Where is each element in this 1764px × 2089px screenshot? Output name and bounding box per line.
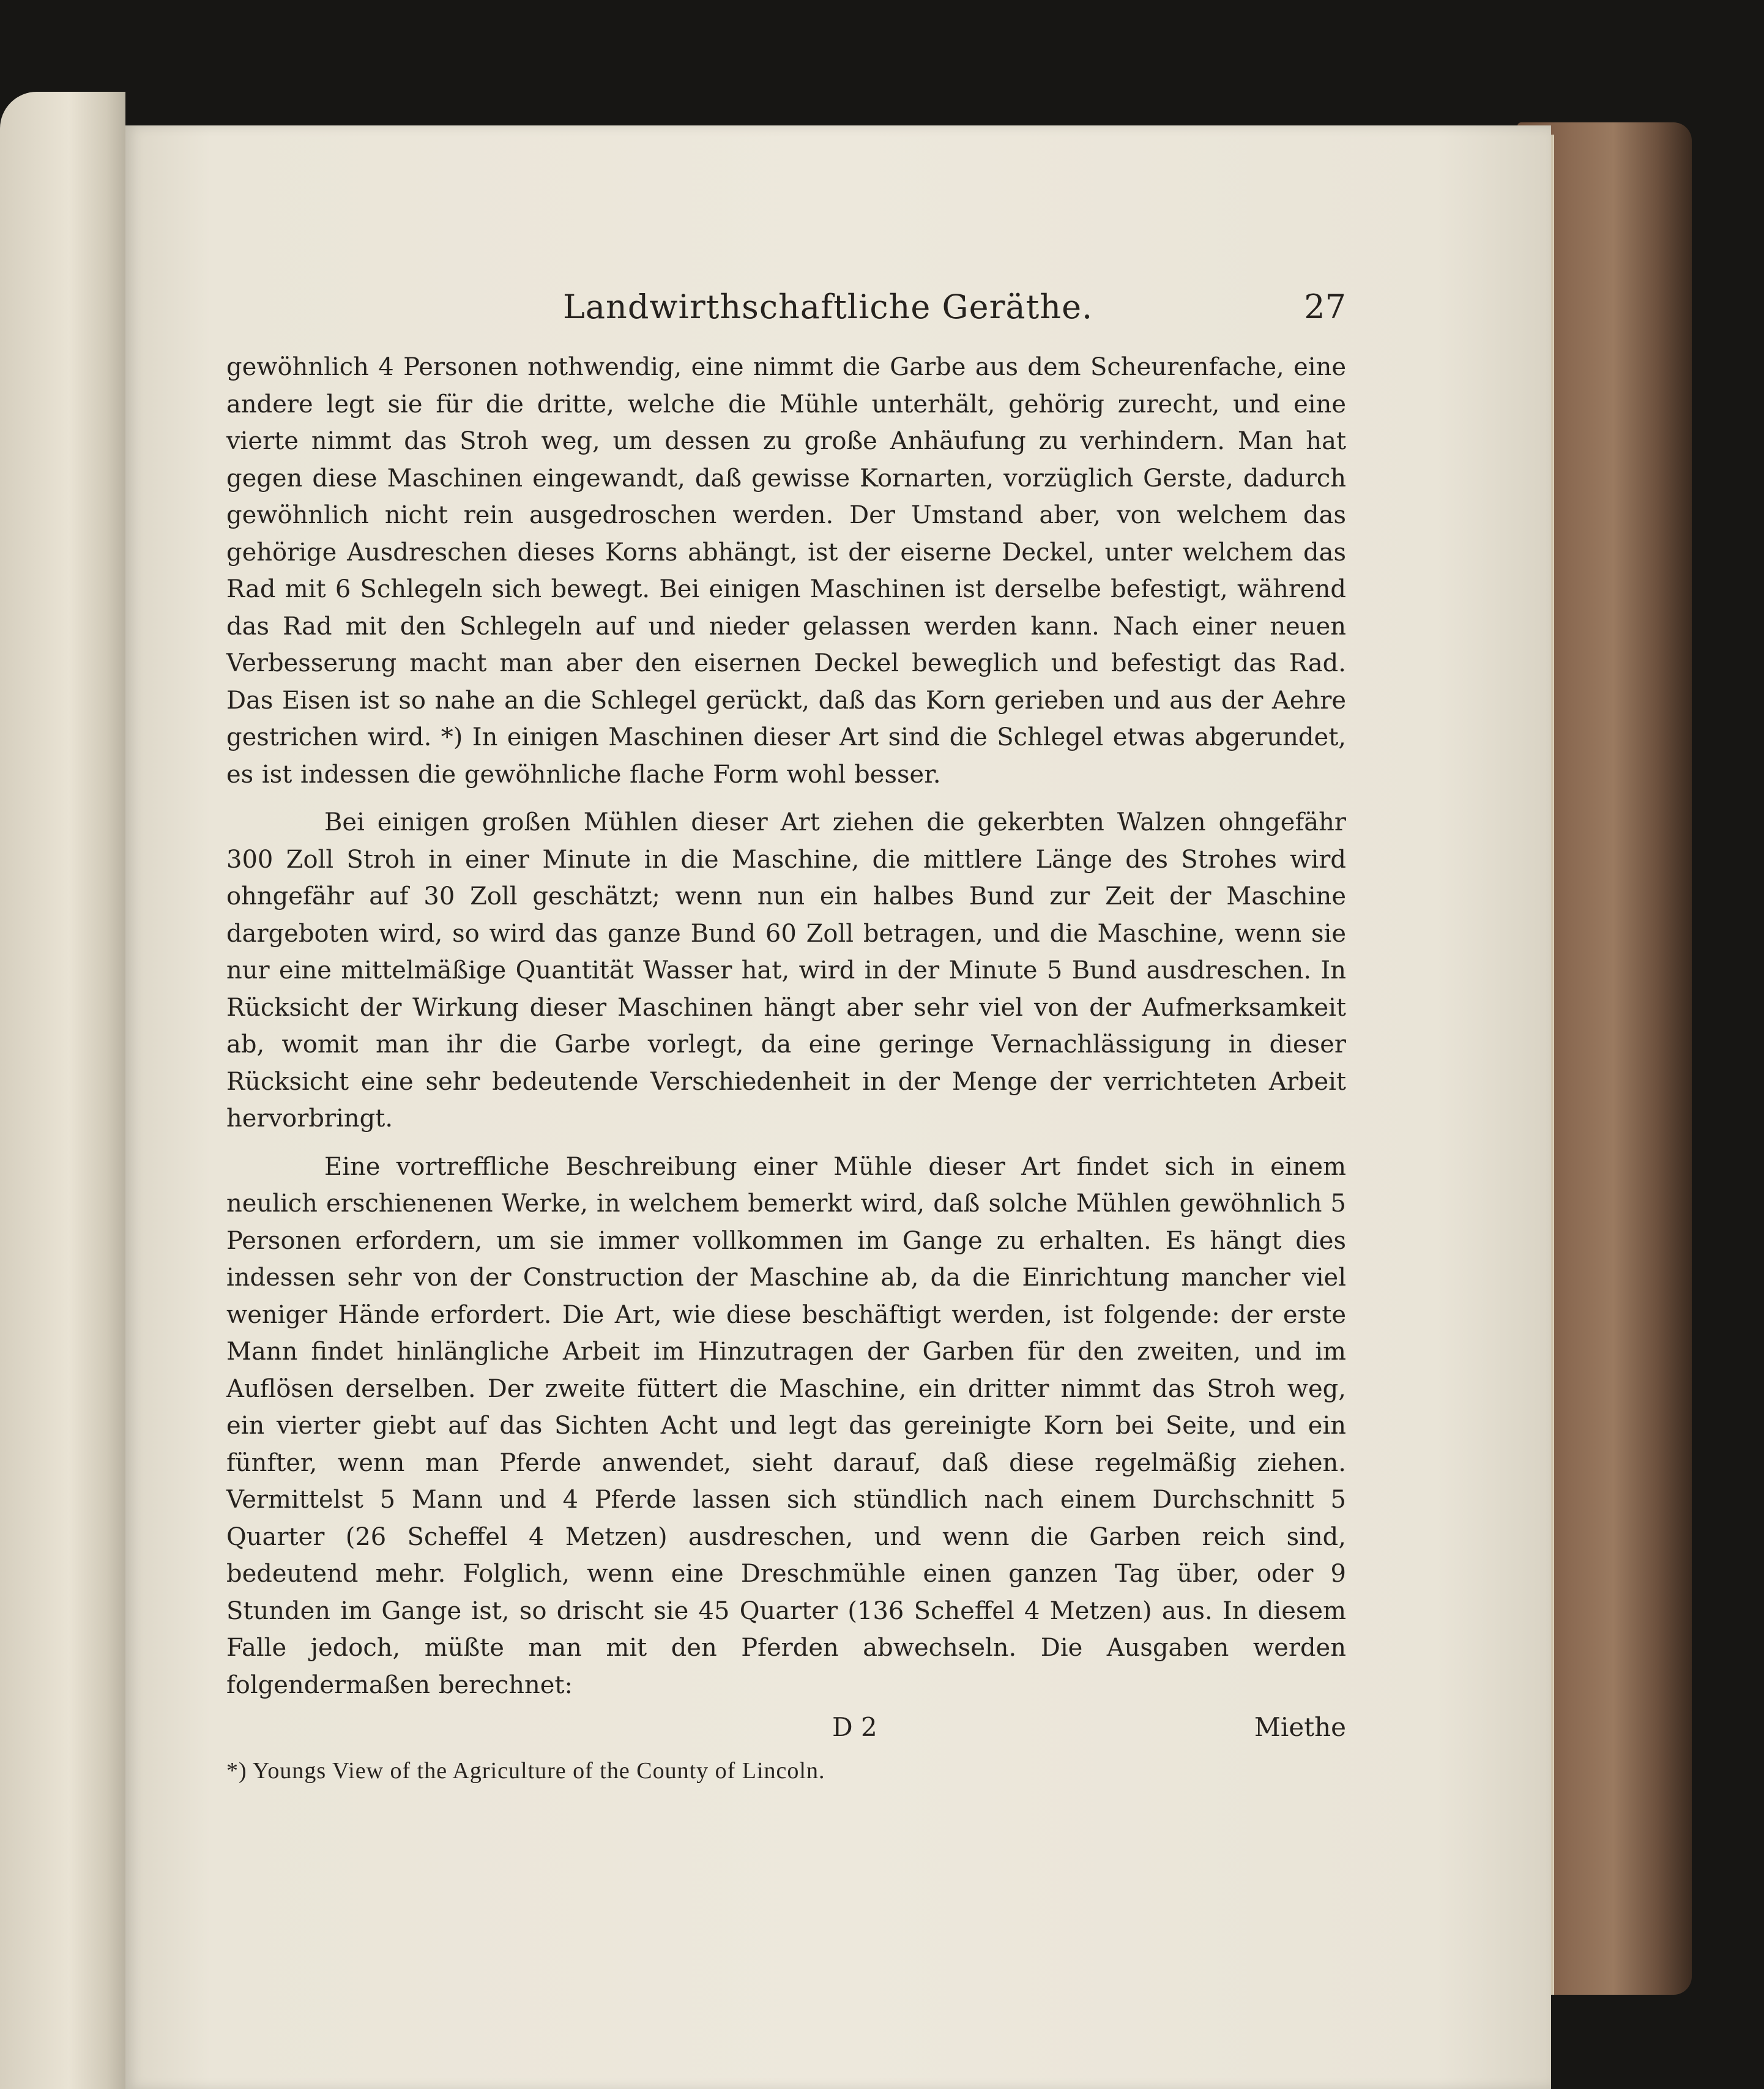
running-title: Landwirthschaftliche Geräthe. xyxy=(563,288,1093,326)
paragraph-3: Eine vortreffliche Beschreibung einer Mühle dieser Art findet sich in einem neulich erschienenen Werke, in welchem bemerkt wird, daß solche Mühlen gewöhnlich 5 Personen erfordern, um sie immer vollkommen im Gange zu erhalten. Es hängt dies indessen sehr von der Construction der Maschine ab, da die Einrichtung mancher viel weniger Hände erfordert. Die Art, wie diese beschäftigt werden, ist folgende: der erste Mann findet hinlängliche Arbeit im Hinzutragen der Garben für den zweiten, und im Auflösen derselben. Der zweite füttert die Maschine, ein dritter nimmt das Stroh weg, ein vierter giebt auf das Sichten Acht und legt das gereinigte Korn bei Seite, und ein fünfter, wenn man Pferde anwendet, sieht darauf, daß diese regelmäßig ziehen. Vermittelst 5 Mann und 4 Pferde lassen sich stündlich nach einem Durchschnitt 5 Quarter (26 Scheffel 4 Metzen) ausdreschen, und wenn die Garben reich sind, bedeutend mehr. Folglich, wenn eine Dreschmühle einen ganzen Tag über, oder 9 Stunden im Gange ist, so drischt sie 45 Quarter (136 Scheffel 4 Metzen) aus. In diesem Falle jedoch, müßte man mit den Pferden abwechseln. Die Ausgaben werden folgendermaßen berechnet: xyxy=(226,1152,1346,1699)
paragraph-gap xyxy=(226,1138,1346,1149)
catchword: Miethe xyxy=(1254,1712,1346,1742)
page-number: 27 xyxy=(1304,288,1346,326)
page-header xyxy=(226,288,1346,337)
left-page xyxy=(0,92,125,2089)
paragraph-gap xyxy=(226,793,1346,804)
signature-mark: D 2 xyxy=(832,1712,877,1742)
page-content xyxy=(226,288,1346,1784)
paragraph-2: Bei einigen großen Mühlen dieser Art ziehen die gekerbten Walzen ohngefähr 300 Zoll Stroh in einer Minute in die Maschine, die mittlere Länge des Strohes wird ohngefähr auf 30 Zoll geschätzt; wenn nun ein halbes Bund zur Zeit der Maschine dargeboten wird, so wird das ganze Bund 60 Zoll betragen, und die Maschine, wenn sie nur eine mittelmäßige Quantität Wasser hat, wird in der Minute 5 Bund ausdreschen. In Rücksicht der Wirkung dieser Maschinen hängt aber sehr viel von der Aufmerksamkeit ab, womit man ihr die Garbe vorlegt, da eine geringe Vernachlässigung in dieser Rücksicht eine sehr bedeutende Verschiedenheit in der Menge der verrichteten Arbeit hervorbringt. xyxy=(226,808,1346,1133)
paragraph-1: gewöhnlich 4 Personen nothwendig, eine nimmt die Garbe aus dem Scheurenfache, eine andere legt sie für die dritte, welche die Mühle unterhält, gehörig zurecht, und eine vierte nimmt das Stroh weg, um dessen zu große Anhäufung zu verhindern. Man hat gegen diese Maschinen eingewandt, daß gewisse Kornarten, vorzüglich Gerste, dadurch gewöhnlich nicht rein ausgedroschen werden. Der Umstand aber, von welchem das gehörige Ausdreschen dieses Korns abhängt, ist der eiserne Deckel, unter welchem das Rad mit 6 Schlegeln sich bewegt. Bei einigen Maschinen ist derselbe befestigt, während das Rad mit den Schlegeln auf und nieder gelassen werden kann. Nach einer neuen Verbesserung macht man aber den eisernen Deckel beweglich und befestigt das Rad. Das Eisen ist so nahe an die Schlegel gerückt, daß das Korn gerieben und aus der Aehre gestrichen wird. *) In einigen Maschinen dieser Art sind die Schlegel etwas abgerundet, es ist indessen die gewöhnliche flache Form wohl besser. xyxy=(226,353,1346,789)
signature-row xyxy=(226,1712,1346,1750)
footnote: *) Youngs View of the Agriculture of the County of Lincoln. xyxy=(226,1758,825,1784)
